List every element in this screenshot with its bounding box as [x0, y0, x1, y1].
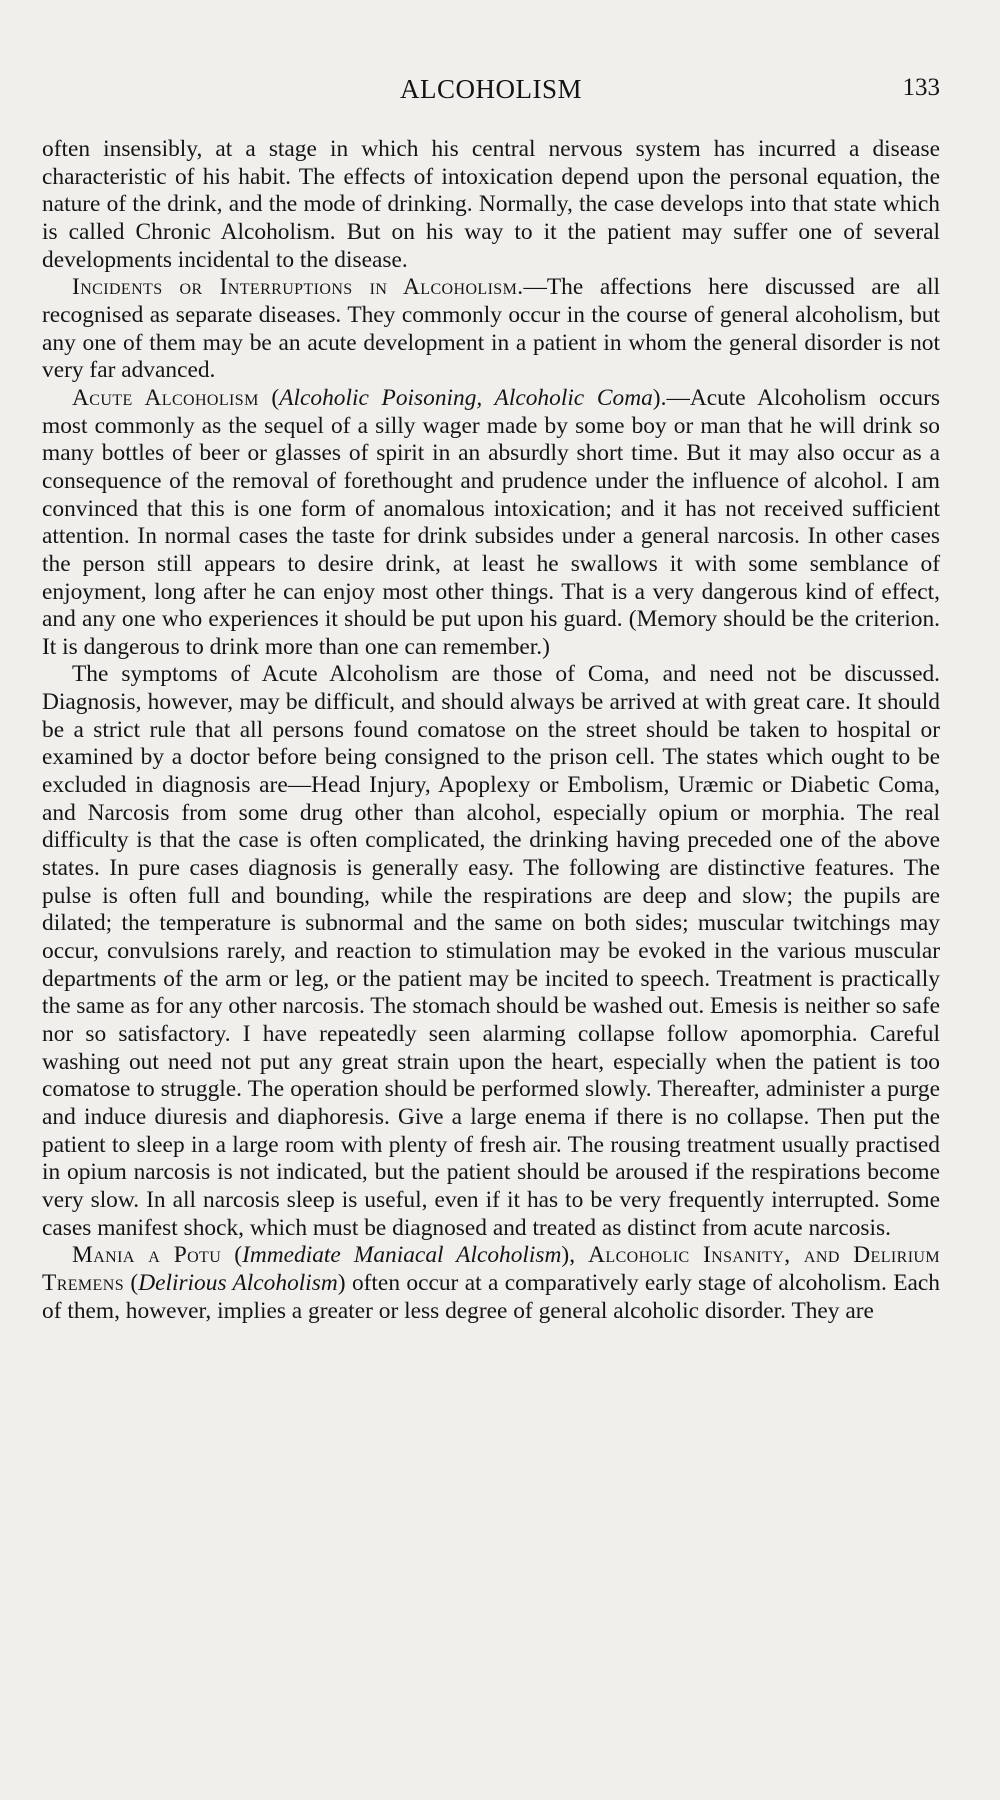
paragraph-acute-alcoholism: Acute Alcoholism (Alcoholic Poisoning, Alcoholic Coma).—Acute Alcoholism occurs most commonly as the sequel of a silly wager made by some boy or man that he will drink so many bottles of beer or glasses of spirit in an absurdly short time. But it may also occur as a consequence of the removal of forethought and prudence under the influence of alcohol. I am convinced that this is one form of anomalous intoxication; and it has not received sufficient attention. In normal cases the taste for drink subsides under a general narcosis. In other cases the person still appears to desire drink, at least he swallows it with some semblance of enjoyment, long after he can enjoy most other things. That is a very dangerous kind of effect, and any one who experiences it should be put upon his guard. (Memory should be the criterion. It is dangerous to drink more than one can remember.) [42, 384, 941, 660]
section-subtitle-acute-alcoholism: Alcoholic Poisoning, Alcoholic Coma [279, 384, 653, 411]
section-heading-incidents: Incidents or Interruptions in Alcoholism. [72, 274, 524, 301]
paragraph-text: —Acute Alcoholism occurs most commonly as the sequel of a silly wager made by some boy or man that he will drink so many bottles of beer or glasses of spirit in an absurdly short time. But it may also occur as a consequence of the removal of forethought and prudence under the influence of alcohol. I am convinced that this is one form of anomalous intoxication; and it has not received sufficient attention. In normal cases the taste for drink subsides under a general narcosis. In other cases the person still appears to desire drink, at least he swallows it with some semblance of enjoyment, long after he can enjoy most other things. That is a very dangerous kind of effect, and any one who experiences it should be put upon his guard. (Memory should be the criterion. It is dangerous to drink more than one can remember.) [42, 384, 941, 660]
section-heading-mania-a-potu: Mania a Potu [72, 1242, 222, 1269]
running-title: ALCOHOLISM [399, 74, 582, 104]
paragraph-symptoms [42, 661, 940, 1242]
paragraph-text: often occur at a comparatively early stage of alcoholism. Each of them, however, implies a greater or less degree of general alcoholic disorder. They are [42, 1269, 941, 1324]
paragraph-text: often insensibly, at a stage in which his central nervous system has incurred a disease characteristic of his habit. The effects of intoxication depend upon the personal equation, the nature of the drink, and the mode of drinking. Normally, the case develops into that state which is called Chronic Alcoholism. But on his way to it the patient may suffer one of several developments incidental to the disease. [42, 136, 940, 273]
page-header [42, 74, 940, 114]
paragraph-incidents [42, 274, 940, 385]
paragraph-continuation [42, 136, 940, 274]
paragraph-mania-a-potu: Mania a Potu (Immediate Maniacal Alcoholism), Alcoholic Insanity, and Delirium Tremens (Delirious Alcoholism) often occur at a comparatively early stage of alcoholism. Each of them, however, implies a greater or less degree of general alcoholic disorder. They are [42, 1242, 941, 1324]
paragraph-text: —The affections here discussed are all recognised as separate diseases. They commonly occur in the course of general alcoholism, but any one of them may be an acute development in a patient in whom the general disorder is not very far advanced. [42, 274, 940, 384]
section-heading-acute-alcoholism: Acute Alcoholism [72, 384, 259, 411]
section-subtitle-mania-a-potu: Immediate Maniacal Alcoholism [242, 1242, 562, 1269]
paragraph-text: The symptoms of Acute Alcoholism are those of Coma, and need not be discussed. Diagnosis, however, may be difficult, and should always be arrived at with great care. It should be a strict rule that all persons found comatose on the street should be taken to hospital or examined by a doctor before being consigned to the prison cell. The states which ought to be excluded in diagnosis are—Head Injury, Apoplexy or Embolism, Uræmic or Diabetic Coma, and Narcosis from some drug other than alcohol, especially opium or morphia. The real difficulty is that the case is often complicated, the drinking having preceded one of the above states. In pure cases diagnosis is generally easy. The following are distinctive features. The pulse is often full and bounding, while the respirations are deep and slow; the pupils are dilated; the temperature is subnormal and the same on both sides; muscular twitchings may occur, convulsions rarely, and reaction to stimulation may be evoked in the various muscular departments of the arm or leg, or the patient may be incited to speech. Treatment is practically the same as for any other narcosis. The stomach should be washed out. Emesis is neither so safe nor so satisfactory. I have repeatedly seen alarming collapse follow apomorphia. Careful washing out need not put any great strain upon the heart, especially when the patient is too comatose to struggle. The operation should be performed slowly. Thereafter, administer a purge and induce diuresis and diaphoresis. Give a large enema if there is no collapse. Then put the patient to sleep in a large room with plenty of fresh air. The rousing treatment usually practised in opium narcosis is not indicated, but the patient should be aroused if the respirations become very slow. In all narcosis sleep is useful, even if it has to be very frequently interrupted. Some cases manifest shock, which must be diagnosed and treated as distinct from acute narcosis. [42, 661, 940, 1241]
page-number: 133 [902, 74, 940, 101]
section-heading-delirium-tremens: Alcoholic Insanity, and Delirium Tremens [42, 1242, 941, 1296]
section-subtitle-delirium-tremens: Delirious Alcoholism [138, 1269, 338, 1296]
body-text [42, 136, 940, 1325]
